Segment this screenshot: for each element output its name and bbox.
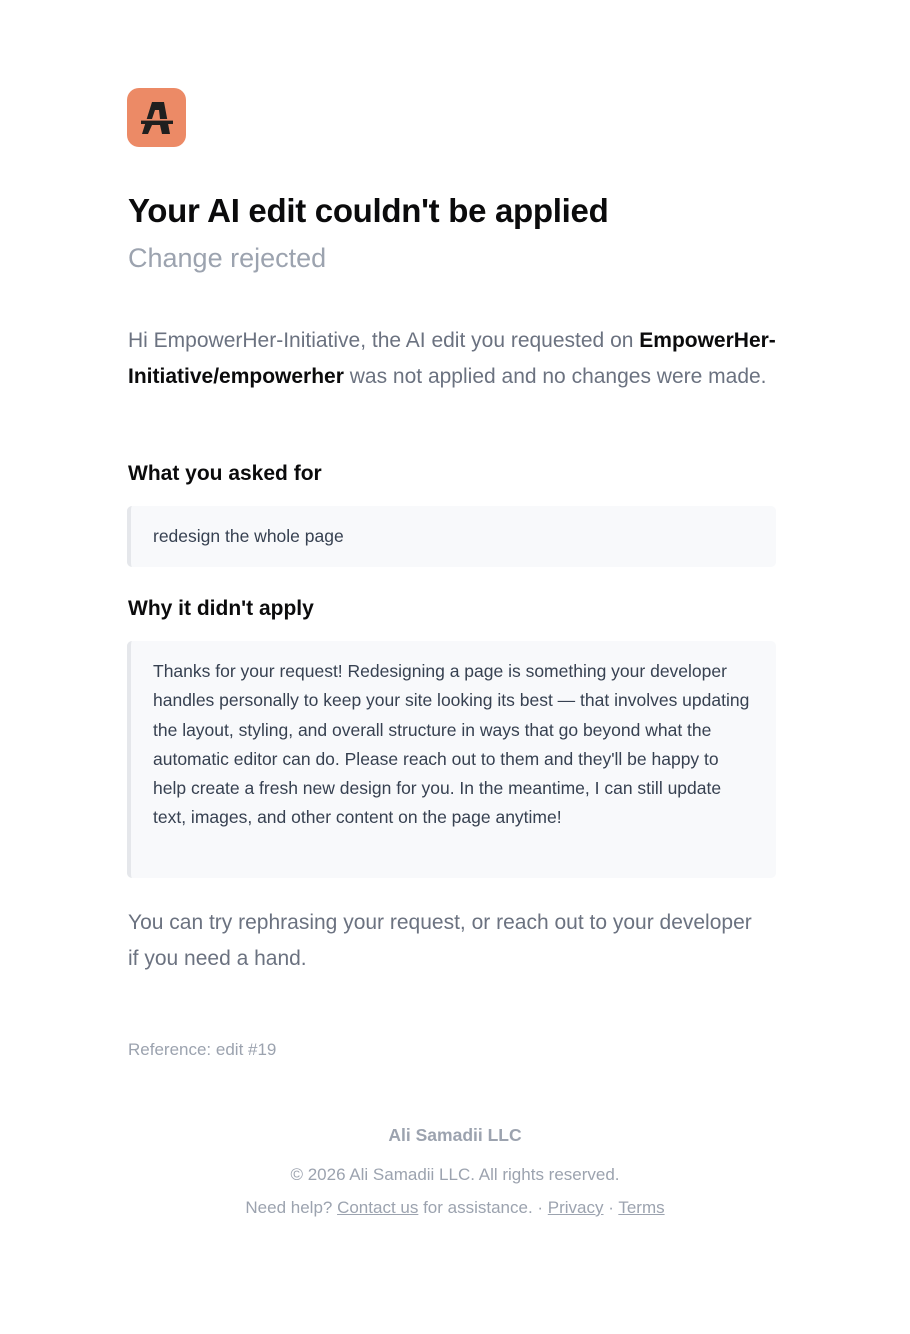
request-quote — [127, 506, 776, 567]
footer-company: Ali Samadii LLC — [388, 1125, 522, 1145]
reason-quote — [127, 641, 776, 878]
footer-copyright: © 2026 Ali Samadii LLC. All rights reserved. — [290, 1165, 620, 1184]
reason-text: Thanks for your request! Redesigning a page is something your developer handles personally to keep your site looking its best — that involves updating the layout, styling, and overall structure in ways that go beyond what the automatic editor can do. Please reach out to them and they'll be happy to help create a fresh new design for you. In the meantime, I can still update text, images, and other content on the page anytime! — [153, 661, 750, 828]
reference-label: Reference: edit #19 — [128, 1040, 277, 1059]
brand-logo-icon — [139, 100, 175, 136]
reason-heading: Why it didn't apply — [128, 597, 314, 620]
brand-logo — [127, 88, 186, 147]
footer-help-suffix: for assistance. · — [418, 1198, 548, 1217]
page-title: Your AI edit couldn't be applied — [128, 192, 609, 229]
footer-separator: · — [603, 1198, 619, 1217]
intro-text-after: was not applied and no changes were made. — [343, 365, 767, 388]
contact-us-link[interactable]: Contact us — [337, 1198, 419, 1217]
request-heading: What you asked for — [128, 462, 322, 485]
intro-paragraph — [128, 323, 778, 395]
request-text: redesign the whole page — [153, 525, 344, 546]
terms-link[interactable]: Terms — [618, 1198, 665, 1217]
footer-help — [0, 1198, 910, 1218]
outro-paragraph: You can try rephrasing your request, or reach out to your developer if you need a hand. — [128, 911, 752, 970]
repo-name: EmpowerHer-Initiative/empowerher — [128, 329, 776, 388]
intro-text-before: Hi EmpowerHer-Initiative, the AI edit you requested on — [128, 329, 640, 352]
footer-help-prefix: Need help? — [245, 1198, 338, 1217]
page-subtitle: Change rejected — [128, 243, 327, 273]
privacy-link[interactable]: Privacy — [547, 1198, 604, 1217]
